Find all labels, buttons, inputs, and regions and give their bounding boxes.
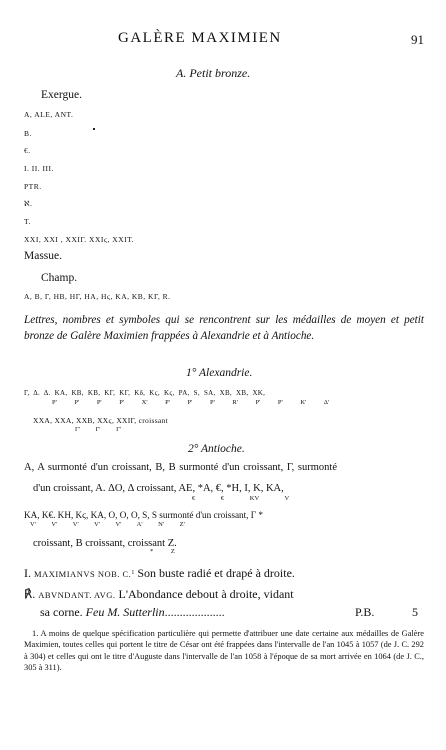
alexandrie-row: XXA, XXA, XXB, XXϛ, XXIΓ, croissant	[33, 416, 168, 425]
leader-dots: ....................	[164, 605, 225, 619]
obverse-legend: MAXIMIANVS NOB. C.	[34, 569, 132, 579]
alexandrie-row: Γ, Δ. Δ. KA, KB, KB, KΓ, KΓ, Kδ, Kϛ, Kϛ, PA, S, SA, XB, XB, XK,	[24, 389, 266, 397]
alexandrie-subscripts: P' P' P' P' X' P' P' P' R' P' P' K' Δ'	[52, 399, 330, 406]
antioche-subscripts: € € KV V	[192, 495, 290, 502]
coin-entry-reverse-cont	[40, 605, 225, 620]
coin-entry-obverse	[24, 566, 295, 581]
antioche-line: d'un croissant, A. ΔO, Δ croissant, AE, *A, €, *H, I, K, KA,	[33, 483, 284, 494]
exergue-line: XXI, XXI , XXIΓ. XXIϛ, XXIT.	[24, 235, 135, 244]
exergue-line: I. II. III.	[24, 164, 54, 173]
lettres-paragraph: Lettres, nombres et symboles qui se rencontrent sur les médailles de moyen et petit bronze de Galère Maximien frappées à Alexandrie et à Antioche.	[24, 314, 424, 342]
exergue-line: A, ALE, ANT.	[24, 110, 74, 119]
antioche-line: A, A surmonté d'un croissant, B, B surmonté d'un croissant, Γ, surmonté	[24, 462, 337, 473]
bullet-mark	[93, 128, 95, 130]
section-title: A. Petit bronze.	[176, 66, 251, 80]
coin-entry-reverse	[24, 587, 294, 602]
antioche-line: croissant, B croissant, croissant Z.	[33, 538, 177, 549]
champ-label: Champ.	[41, 272, 78, 284]
antioche-subscripts: * Z	[150, 548, 175, 555]
exergue-label: Exergue.	[41, 89, 82, 101]
entry-number: I.	[24, 566, 31, 580]
footnote-text: 1. A moins de quelque spécification particulière qui permette d'attribuer une date certaine aux médailles de Galère Maximien, toutes celles qui portent le titre de César ont été frappées dans l'intervalle de l'an 1045 à 1057 (de J. C. 292 à 304) et celles qui ont le titre d'Auguste dans l'intervalle de l'an 1058 à l'époque de sa mort arrivée en 1064 (de J. C., 305 à 311).	[24, 629, 424, 672]
antioche-line: KA, K€. KH, Kϛ, KA, O, O, O, S, S surmonté d'un croissant, Γ *	[24, 510, 263, 520]
exergue-line: PTR.	[24, 182, 42, 191]
obverse-description: Son buste radié et drapé à droite.	[137, 566, 295, 580]
exergue-line: B.	[24, 129, 32, 138]
rarity-mark: P.B.	[355, 605, 375, 619]
page-title: GALÈRE MAXIMIEN	[118, 30, 282, 46]
reverse-description: L'Abondance debout à droite, vidant	[118, 587, 294, 601]
collector-name: Feu M. Sutterlin	[85, 605, 165, 619]
exergue-line: ℵ.	[24, 199, 33, 208]
reverse-mark: ℟.	[24, 587, 36, 601]
alexandrie-subscripts: Γ' Γ' Γ'	[75, 426, 122, 433]
antioche-subscripts: V' V' V' V' V' A' N' Z'	[30, 521, 185, 528]
reverse-legend: ABVNDANT. AVG.	[38, 590, 116, 600]
exergue-line: T.	[24, 217, 31, 226]
reverse-description-cont: sa corne.	[40, 605, 83, 619]
value-mark: 5	[412, 605, 418, 619]
massue-label: Massue.	[24, 250, 63, 262]
footnote-reference: 1	[131, 570, 135, 576]
champ-line: A, B, Γ, HB, HΓ, HA, Hϛ, KA, KB, KΓ, R.	[24, 292, 171, 301]
page-number: 91	[411, 32, 424, 47]
alexandrie-heading: 1° Alexandrie.	[186, 367, 253, 379]
exergue-line: €.	[24, 146, 31, 155]
antioche-heading: 2° Antioche.	[188, 443, 245, 455]
